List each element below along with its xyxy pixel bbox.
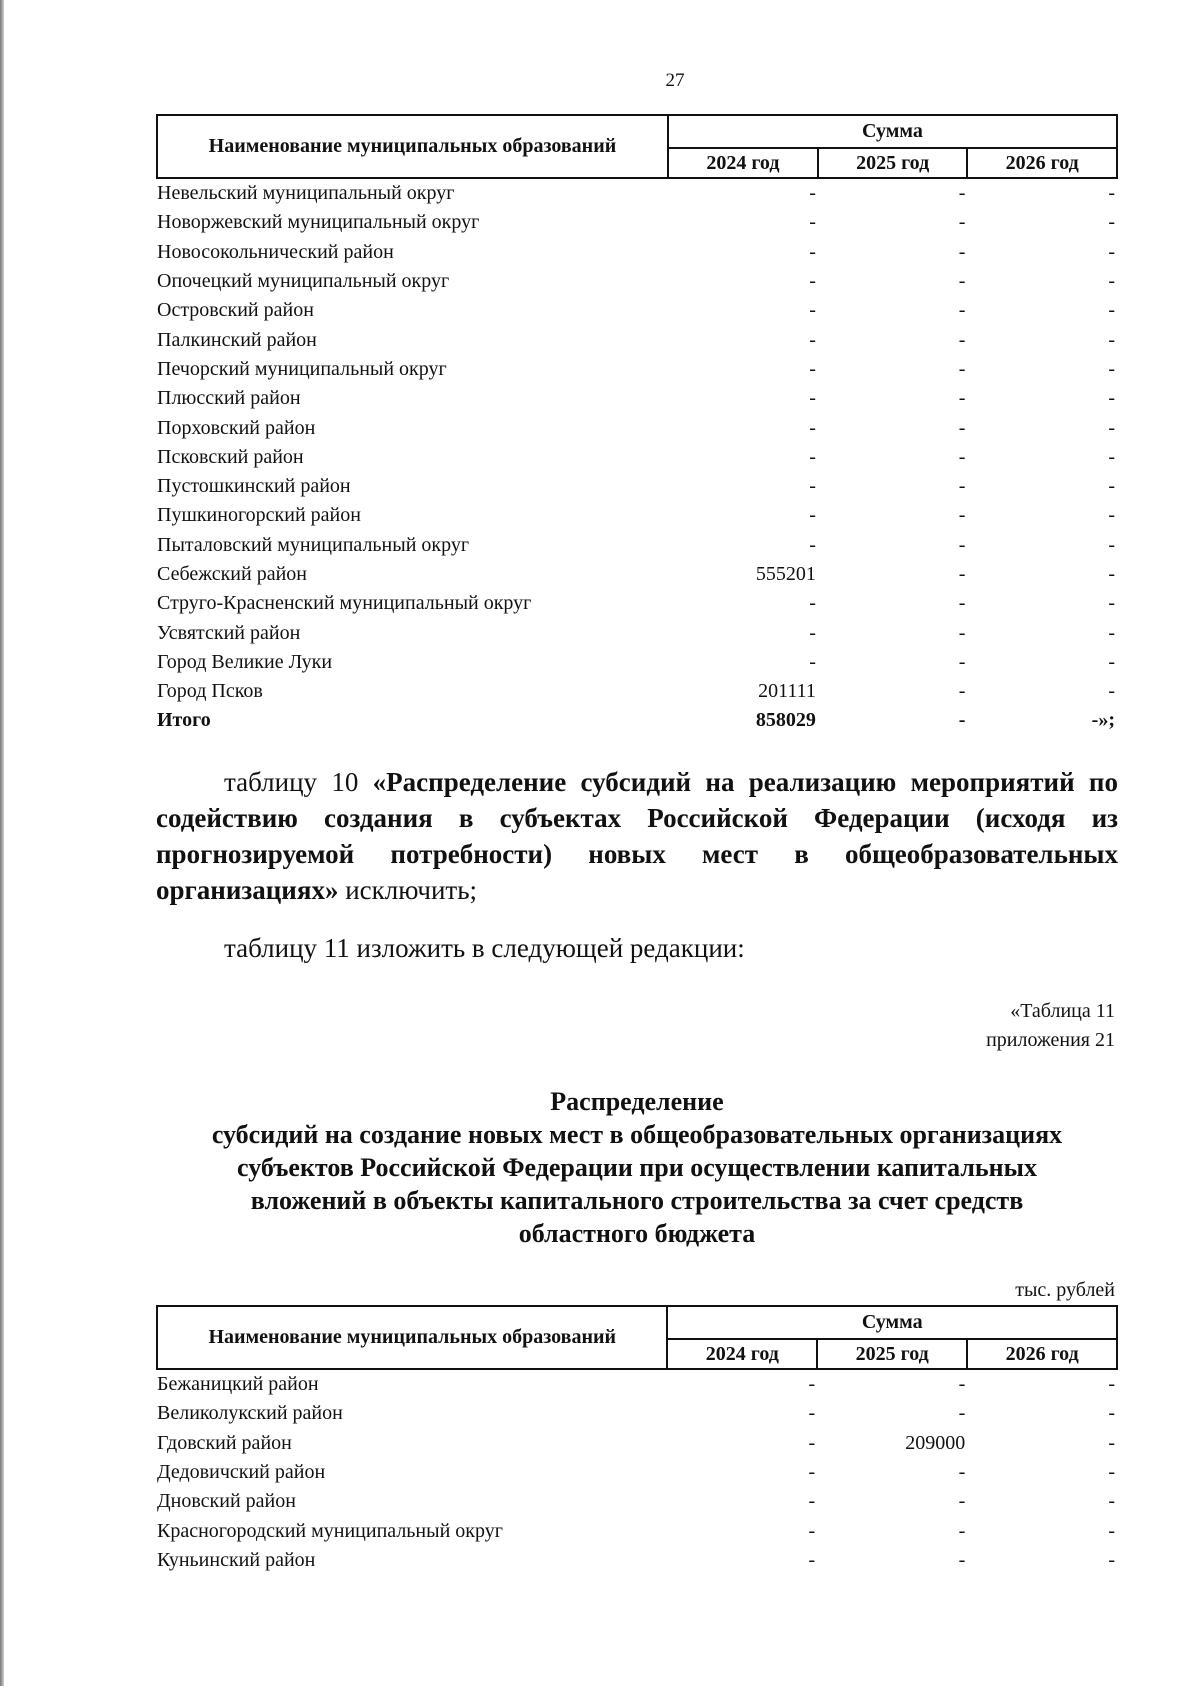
- value-2024: 201111: [758, 680, 816, 703]
- value-2025: -: [958, 592, 966, 615]
- table-row: [157, 238, 1117, 267]
- value-2026: -: [1108, 270, 1115, 293]
- value-2024: -: [809, 621, 816, 644]
- municipality-name: Невельский муниципальный округ: [157, 182, 455, 205]
- table-row: [157, 325, 1117, 354]
- value-2024: -: [809, 182, 816, 205]
- heading-line-1: Распределение: [550, 1087, 724, 1116]
- municipality-name: Плюсский район: [157, 387, 301, 410]
- municipality-name: Новосокольнический район: [157, 240, 394, 263]
- table-reference-line-2: приложения 21: [986, 1029, 1115, 1051]
- value-2024: -: [808, 1461, 816, 1484]
- column-header-2025: 2025 год: [817, 1339, 967, 1369]
- heading-line-4: вложений в объекты капитального строительства за счет средств: [250, 1186, 1024, 1215]
- municipality-name: Бежаницкий район: [157, 1373, 319, 1396]
- value-2024: -: [809, 445, 816, 468]
- municipality-name: Пушкиногорский район: [157, 504, 361, 527]
- table-row: [157, 648, 1117, 677]
- table-row: [157, 355, 1117, 384]
- total-label: Итого: [157, 709, 211, 732]
- value-2025: -: [958, 387, 966, 410]
- municipality-name: Город Великие Луки: [157, 650, 333, 673]
- value-2024: -: [809, 416, 816, 439]
- table-row: [157, 296, 1117, 325]
- municipality-name: Усвятский район: [157, 621, 301, 644]
- value-2025: -: [958, 445, 966, 468]
- total-2024: 858029: [755, 709, 816, 732]
- table-heading: [156, 1085, 1118, 1250]
- table-row: [157, 1516, 1117, 1545]
- table-body: [157, 1369, 1117, 1575]
- heading-line-5: областного бюджета: [518, 1219, 756, 1248]
- value-2026: -: [1108, 533, 1115, 556]
- table-row: [157, 589, 1117, 618]
- value-2026: -: [1108, 182, 1115, 205]
- value-2025: -: [958, 621, 966, 644]
- municipality-name: Дедовичский район: [157, 1461, 326, 1484]
- value-2024: -: [809, 475, 816, 498]
- value-2025: -: [958, 650, 966, 673]
- municipality-name: Пыталовский муниципальный округ: [157, 533, 470, 556]
- value-2024: -: [809, 650, 816, 673]
- value-2026: -: [1108, 1490, 1115, 1513]
- table-reference: [986, 997, 1115, 1055]
- value-2026: -: [1108, 680, 1115, 703]
- municipality-name: Пустошкинский район: [157, 475, 351, 498]
- value-2025: 209000: [905, 1431, 966, 1454]
- value-2025: -: [958, 533, 966, 556]
- value-2026: -: [1108, 1431, 1115, 1454]
- municipality-name: Красногородский муниципальный округ: [157, 1519, 503, 1542]
- table-row: [157, 501, 1117, 530]
- value-2025: -: [958, 299, 966, 322]
- value-2024: -: [808, 1490, 816, 1513]
- value-2024: -: [809, 328, 816, 351]
- table-row: [157, 178, 1117, 208]
- table-row: [157, 1458, 1117, 1487]
- value-2025: -: [958, 328, 966, 351]
- value-2025: -: [958, 182, 966, 205]
- table-row: [157, 384, 1117, 413]
- value-2025: -: [958, 1461, 966, 1484]
- value-2024: 555201: [755, 563, 816, 585]
- value-2025: -: [958, 270, 966, 293]
- value-2026: -: [1108, 1548, 1115, 1571]
- municipality-name: Псковский район: [157, 445, 304, 468]
- table-reference-line-1: «Таблица 11: [1010, 1000, 1115, 1022]
- heading-line-2: субсидий на создание новых мест в общеобразовательных организациях: [211, 1120, 1063, 1149]
- value-2026: -: [1108, 357, 1115, 380]
- value-2026: -: [1108, 475, 1115, 498]
- value-2026: -: [1108, 416, 1115, 439]
- table-body: [157, 178, 1117, 706]
- value-2024: -: [809, 211, 816, 234]
- value-2026: -: [1108, 328, 1115, 351]
- units-label: тыс. рублей: [1015, 1279, 1115, 1301]
- table-row: [157, 443, 1117, 472]
- total-2025: -: [958, 709, 966, 732]
- table-row: [157, 1399, 1117, 1428]
- value-2024: -: [808, 1519, 816, 1542]
- value-2026: -: [1108, 504, 1115, 527]
- paragraph-table-title: «Распределение субсидий на реализацию мероприятий по содействию создания в субъектах Российской Федерации (исходя из прогнозируемой потребности) новых мест в общеобразовательных организациях»: [156, 767, 1118, 905]
- heading-line-3: субъектов Российской Федерации при осуществлении капитальных: [237, 1153, 1037, 1182]
- table-row: [157, 560, 1117, 589]
- table-row: [157, 1369, 1117, 1399]
- value-2024: -: [809, 299, 816, 322]
- total-row: [157, 706, 1117, 735]
- page-number: 27: [665, 70, 685, 91]
- value-2025: -: [958, 1548, 966, 1571]
- value-2026: -: [1108, 387, 1115, 410]
- value-2026: -: [1108, 621, 1115, 644]
- table-row: [157, 531, 1117, 560]
- column-header-2025: 2025 год: [818, 148, 968, 178]
- value-2026: -: [1108, 211, 1115, 234]
- value-2026: -: [1108, 1373, 1115, 1396]
- column-header-2026: 2026 год: [967, 1339, 1117, 1369]
- table-row: [157, 413, 1117, 442]
- table-row: [157, 1546, 1117, 1575]
- column-header-2026: 2026 год: [967, 148, 1117, 178]
- total-2026: -»;: [1091, 709, 1115, 732]
- amendment-paragraph-table-10: [156, 764, 1118, 908]
- value-2025: -: [958, 240, 966, 263]
- value-2024: -: [809, 270, 816, 293]
- value-2026: -: [1108, 1402, 1115, 1425]
- table-row: [157, 1487, 1117, 1516]
- value-2026: -: [1108, 592, 1115, 615]
- value-2024: -: [809, 504, 816, 527]
- municipality-name: Новоржевский муниципальный округ: [157, 211, 480, 234]
- scan-edge: [0, 0, 4, 1686]
- value-2024: -: [809, 387, 816, 410]
- value-2025: -: [958, 1519, 966, 1542]
- value-2024: -: [809, 240, 816, 263]
- value-2026: -: [1108, 1519, 1115, 1542]
- municipality-name: Дновский район: [157, 1490, 296, 1513]
- municipality-name: Печорский муниципальный округ: [157, 357, 447, 380]
- value-2026: -: [1108, 299, 1115, 322]
- municipality-name: Великолукский район: [157, 1402, 343, 1425]
- column-header-2024: 2024 год: [668, 148, 818, 178]
- value-2024: -: [809, 533, 816, 556]
- column-header-sum: Сумма: [667, 1306, 1117, 1339]
- paragraph-prefix: таблицу 10: [224, 767, 373, 797]
- table-row: [157, 677, 1117, 706]
- value-2026: -: [1108, 1461, 1115, 1484]
- table-row: [157, 1429, 1117, 1458]
- value-2024: -: [808, 1548, 816, 1571]
- value-2024: -: [809, 357, 816, 380]
- municipality-name: Куньинский район: [157, 1548, 316, 1571]
- value-2026: -: [1108, 240, 1115, 263]
- value-2024: -: [808, 1373, 816, 1396]
- value-2025: -: [958, 357, 966, 380]
- municipality-name: Порховский район: [157, 416, 316, 439]
- column-header-sum: Сумма: [668, 115, 1117, 148]
- value-2026: -: [1108, 563, 1115, 585]
- municipality-name: Струго-Красненский муниципальный округ: [157, 592, 532, 615]
- value-2024: -: [809, 592, 816, 615]
- value-2024: -: [808, 1402, 816, 1425]
- column-header-name: Наименование муниципальных образований: [157, 1306, 667, 1369]
- column-header-name: Наименование муниципальных образований: [157, 115, 668, 178]
- municipality-name: Гдовский район: [157, 1431, 292, 1454]
- value-2024: -: [808, 1431, 816, 1454]
- value-2025: -: [958, 1373, 966, 1396]
- table-row: [157, 267, 1117, 296]
- value-2026: -: [1108, 445, 1115, 468]
- table-row: [157, 208, 1117, 237]
- table-row: [157, 472, 1117, 501]
- value-2025: -: [958, 416, 966, 439]
- table-row: [157, 618, 1117, 647]
- value-2026: -: [1108, 650, 1115, 673]
- municipality-name: Островский район: [157, 299, 314, 322]
- municipality-name: Себежский район: [157, 563, 307, 585]
- value-2025: -: [958, 1490, 966, 1513]
- value-2025: -: [958, 563, 966, 585]
- value-2025: -: [958, 504, 966, 527]
- amendment-paragraph-table-11: таблицу 11 изложить в следующей редакции:: [224, 933, 745, 963]
- value-2025: -: [958, 211, 966, 234]
- value-2025: -: [958, 475, 966, 498]
- municipality-name: Город Псков: [157, 680, 263, 703]
- value-2025: -: [958, 1402, 966, 1425]
- column-header-2024: 2024 год: [667, 1339, 817, 1369]
- value-2025: -: [958, 680, 966, 703]
- municipality-name: Опочецкий муниципальный округ: [157, 270, 450, 293]
- subsidy-table-11: [156, 1305, 1118, 1575]
- municipality-name: Палкинский район: [157, 328, 317, 351]
- paragraph-suffix: исключить;: [338, 875, 478, 905]
- subsidy-table-continued: [156, 114, 1118, 736]
